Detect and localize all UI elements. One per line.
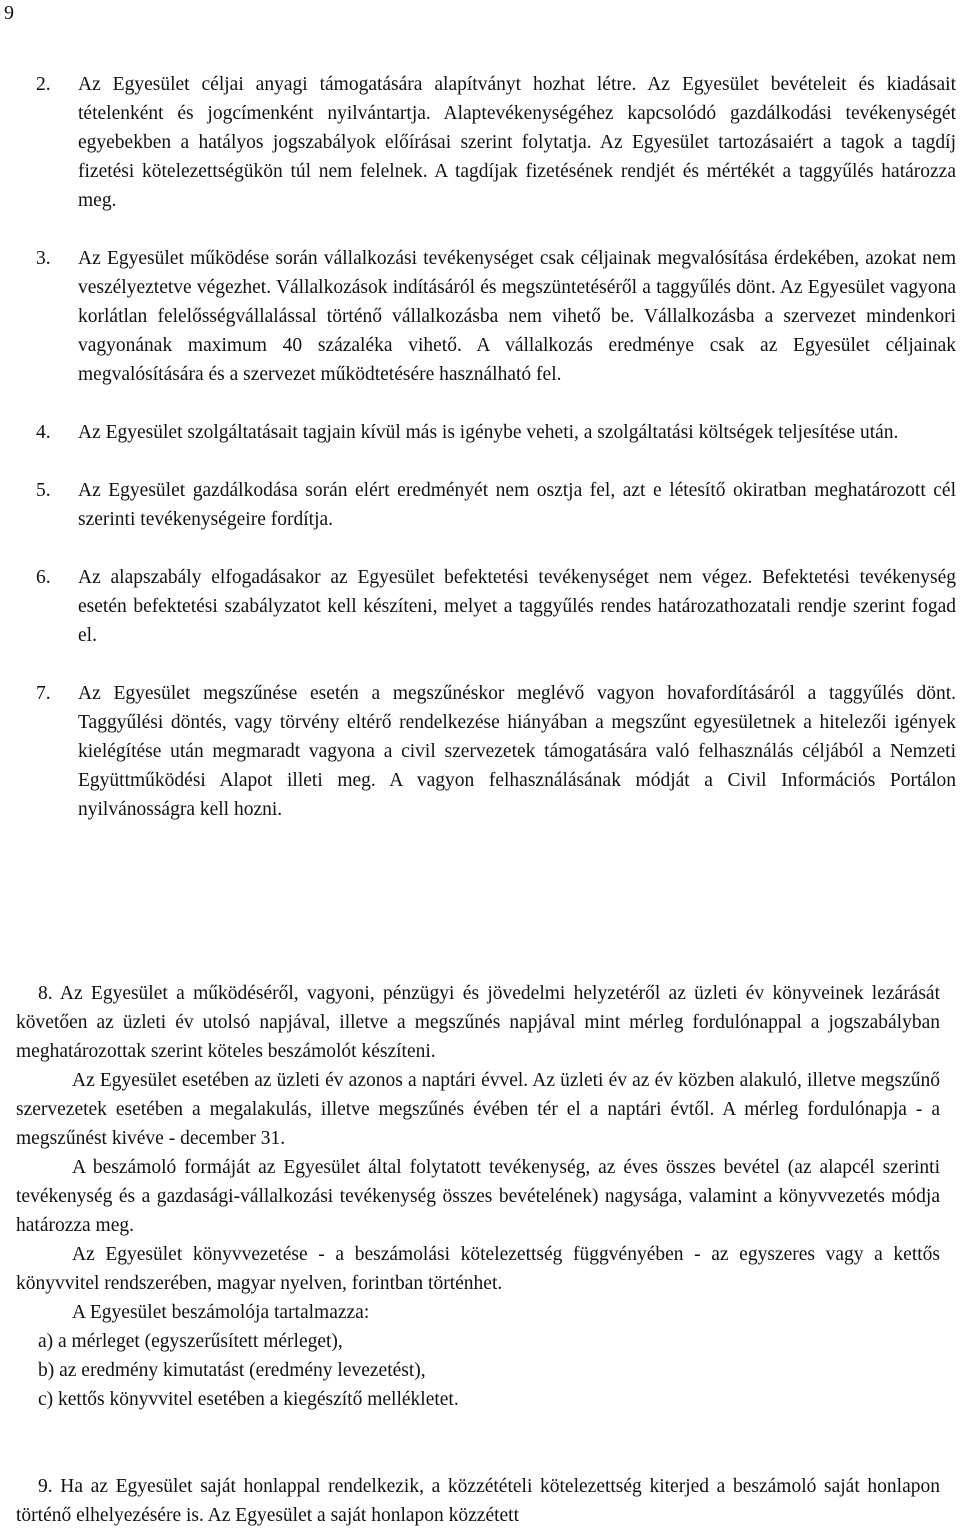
item-number: 7. (36, 683, 51, 704)
item-number: 3. (36, 248, 51, 269)
section-8-paragraph-1: 8. Az Egyesület a működéséről, vagyoni, pénzügyi és jövedelmi helyzetéről az üzleti év könyveinek lezárását követően az üzleti év utolsó napjával, illetve a megszűnés napjával mint mérleg fordulónappal a jogszabályban meghatározottak szerint köteles beszámolót készíteni. (16, 983, 940, 1062)
section-9 (16, 1472, 940, 1530)
list-item-c: c) kettős könyvvitel esetében a kiegészítő mellékletet. (38, 1389, 459, 1410)
item-5 (36, 476, 956, 534)
section-8 (16, 979, 940, 1414)
section-8-paragraph-4: Az Egyesület könyvvezetése - a beszámolási kötelezettség függvényében - az egyszeres vagy a kettős könyvvitel rendszerében, magyar nyelven, forintban történhet. (16, 1244, 940, 1294)
item-text: Az Egyesület működése során vállalkozási tevékenységet csak céljainak megvalósítása érdekében, azokat nem veszélyeztetve végezhet. Vállalkozások indításáról és megszüntetéséről a taggyűlés dönt. Az Egyesület vagyona korlátlan felelősségvállalással történő vállalkozásba nem vihető be. Vállalkozásba a szervezet mindenkori vagyonának maximum 40 százaléka vihető. A vállalkozás eredménye csak az Egyesület céljainak megvalósítására és a szervezet működtetésére használható fel. (78, 248, 956, 385)
item-7 (36, 679, 956, 824)
section-8-paragraph-5: A Egyesület beszámolója tartalmazza: (72, 1302, 370, 1323)
item-text: Az alapszabály elfogadásakor az Egyesület befektetési tevékenységet nem végez. Befektetési tevékenység esetén befektetési szabályzatot kell készíteni, melyet a taggyűlés rendes határozathozatali rendje szerint fogad el. (78, 567, 956, 646)
section-8-paragraph-3: A beszámoló formáját az Egyesület által folytatott tevékenység, az éves összes bevétel (az alapcél szerinti tevékenység és a gazdasági-vállalkozási tevékenység összes bevételének) nagysága, valamint a könyvvezetés módja határozza meg. (16, 1157, 940, 1236)
numbered-items (36, 70, 956, 853)
item-4 (36, 418, 956, 447)
item-number: 6. (36, 567, 51, 588)
item-text: Az Egyesület szolgáltatásait tagjain kívül más is igénybe veheti, a szolgáltatási költségek teljesítése után. (78, 422, 899, 443)
item-6 (36, 563, 956, 650)
section-8-paragraph-2: Az Egyesület esetében az üzleti év azonos a naptári évvel. Az üzleti év az év közben alakuló, illetve megszűnő szervezetek esetében a megalakulás, illetve megszűnés évében tér el a naptári évtől. A mérleg fordulónapja - a megszűnést kivéve - december 31. (16, 1070, 940, 1149)
item-2 (36, 70, 956, 215)
section-9-text: 9. Ha az Egyesület saját honlappal rendelkezik, a közzétételi kötelezettség kiterjed a beszámoló saját honlapon történő elhelyezésére is. Az Egyesület a saját honlapon közzétett (16, 1476, 940, 1526)
list-item-a: a) a mérleget (egyszerűsített mérleget), (38, 1331, 343, 1352)
item-number: 4. (36, 422, 51, 443)
item-text: Az Egyesület megszűnése esetén a megszűnéskor meglévő vagyon hovafordításáról a taggyűlés dönt. Taggyűlési döntés, vagy törvény eltérő rendelkezése hiányában a megszűnt egyesületnek a hitelezői igények kielégítése után megmaradt vagyona a civil szervezetek támogatására való felhasználás céljából a Nemzeti Együttműködési Alapot illeti meg. A vagyon felhasználásának módját a Civil Információs Portálon nyilvánosságra kell hozni. (78, 683, 956, 820)
item-number: 5. (36, 480, 51, 501)
list-item-b: b) az eredmény kimutatást (eredmény levezetést), (38, 1360, 426, 1381)
item-3 (36, 244, 956, 389)
item-text: Az Egyesület céljai anyagi támogatására alapítványt hozhat létre. Az Egyesület bevételeit és kiadásait tételenként és jogcímenként nyilvántartja. Alaptevékenységéhez kapcsolódó gazdálkodási tevékenységét egyebekben a hatályos jogszabályok előírásai szerint folytatja. Az Egyesület tartozásaiért a tagok a tagdíj fizetési kötelezettségükön túl nem felelnek. A tagdíjak fizetésének rendjét és mértékét a taggyűlés határozza meg. (78, 74, 956, 211)
page-number: 9 (4, 2, 14, 24)
item-text: Az Egyesület gazdálkodása során elért eredményét nem osztja fel, azt e létesítő okiratban meghatározott cél szerinti tevékenységeire fordítja. (78, 480, 956, 530)
item-number: 2. (36, 74, 51, 95)
